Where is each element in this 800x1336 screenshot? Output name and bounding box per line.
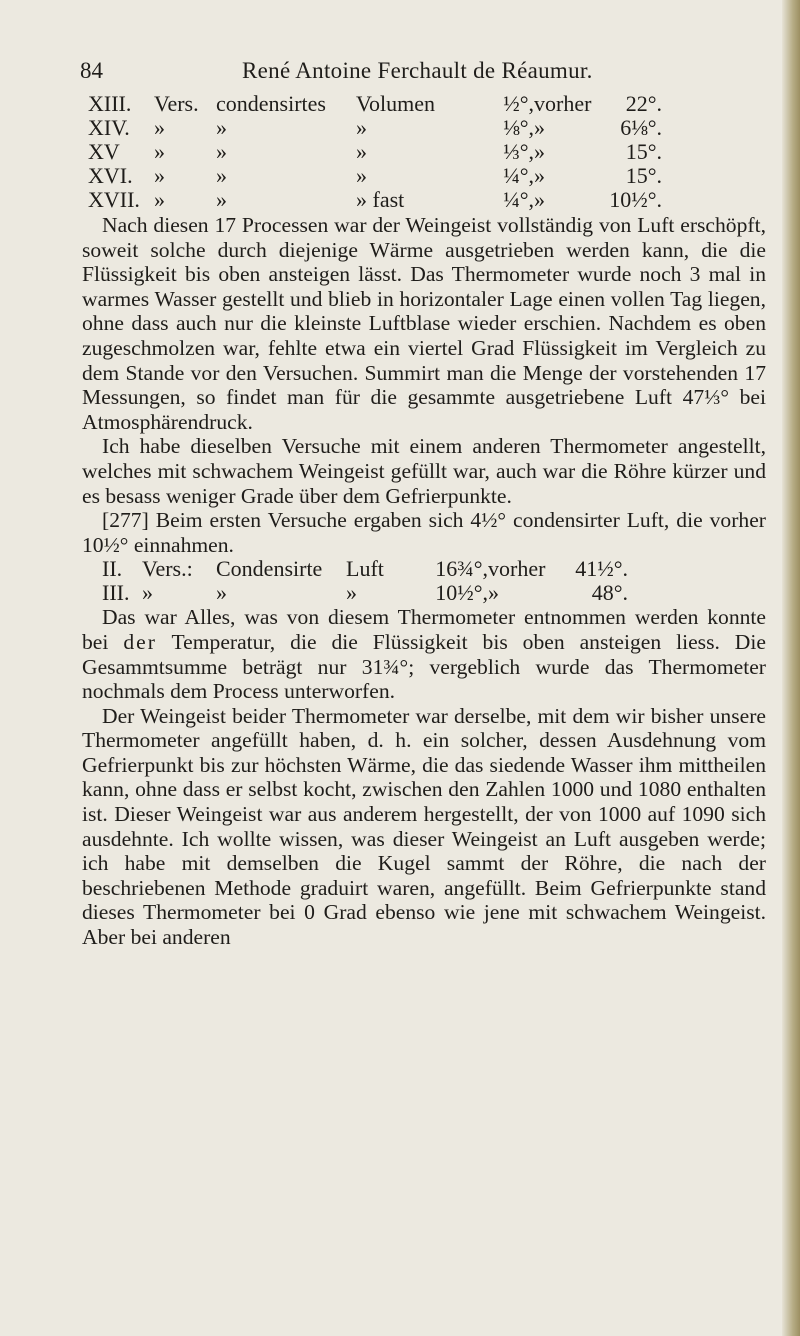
paragraph-4-text-a: Das war Alles, was von diesem Thermometer entnommen werden konnte bei (82, 605, 766, 654)
table-cell-vor: » (534, 139, 545, 164)
table-cell-cond: » (216, 139, 227, 164)
table-cell-num: XIII. (88, 91, 132, 116)
running-head: René Antoine Ferchault de Réaumur. (242, 58, 593, 83)
table-cell-vol: Luft (346, 556, 384, 582)
paragraph-4-emphasis: der (123, 629, 157, 654)
table-cell-vor: vorher (488, 556, 546, 582)
table-cell-vers: Vers.: (142, 556, 193, 582)
table-cell-cond: condensirtes (216, 91, 326, 116)
table-cell-cond: » (216, 163, 227, 188)
table-cell-vol: » (356, 115, 367, 140)
table-row (102, 581, 628, 605)
table-cell-prev: 22°. (625, 91, 662, 116)
measurement-table-1 (88, 92, 662, 212)
paragraph-5: Der Weingeist beider Thermometer war derselbe, mit dem wir bisher unsere Thermometer angefüllt haben, d. h. ein solcher, dessen Ausdehnung vom Gefrierpunkt bis zur höchsten Wärme, die das siedende Wasser ihm mittheilen kann, ohne dass er selbst kocht, zwischen den Zahlen 1000 und 1080 enthalten ist. Dieser Weingeist war aus anderem hergestellt, der von 1000 auf 1090 sich ausdehnte. Ich wollte wissen, was dieser Weingeist an Luft ausgeben werde; ich habe mit demselben die Kugel sammt der Röhre, die nach der beschriebenen Methode graduirt waren, angefüllt. Beim Gefrierpunkte stand dieses Thermometer bei 0 Grad ebenso wie jene mit schwachem Weingeist. Aber bei anderen (82, 703, 766, 950)
paragraph-1: Nach diesen 17 Processen war der Weingeist vollständig von Luft erschöpft, soweit solche durch diejenige Wärme ausgetrieben werden kann, die die Flüssigkeit bis oben ansteigen lässt. Das Thermometer wurde noch 3 mal in warmes Wasser gestellt und blieb in horizontaler Lage einen vollen Tag liegen, ohne dass auch nur die kleinste Luftblase wieder erschien. Nachdem es oben zugeschmolzen war, fehlte etwa ein viertel Grad Flüssigkeit im Vergleich zu dem Stande vor den Versuchen. Summirt man die Menge der vorstehenden 17 Messungen, so findet man für die gesammte ausgetriebene Luft 47⅓° bei Atmosphärendruck. (82, 213, 766, 434)
page-header (40, 58, 760, 88)
table-cell-vers: » (142, 580, 153, 606)
table-cell-vol: » (356, 139, 367, 164)
table-cell-vor: » (534, 163, 545, 188)
table-row (88, 116, 662, 140)
table-row (88, 92, 662, 116)
table-cell-val: ¼°, (503, 187, 534, 212)
table-cell-val: 10½°, (435, 580, 488, 606)
table-cell-num: XV (88, 139, 120, 164)
table-row (88, 188, 662, 212)
page-body (82, 92, 766, 950)
table-cell-val: 16¾°, (435, 556, 488, 582)
table-cell-vers: » (154, 139, 165, 164)
table-cell-vol: » (346, 580, 357, 606)
table-row (88, 164, 662, 188)
page-edge (782, 0, 800, 1336)
page-number: 84 (80, 58, 103, 83)
table-cell-vers: Vers. (154, 91, 199, 116)
table-cell-vol: » fast (356, 187, 405, 212)
table-cell-cond: » (216, 115, 227, 140)
table-cell-val: ¼°, (503, 163, 534, 188)
table-cell-cond: Condensirte (216, 556, 323, 582)
table-cell-num: XVI. (88, 163, 133, 188)
table-cell-vol: Volumen (356, 91, 436, 116)
table-cell-vor: vorher (534, 91, 592, 116)
paragraph-4-text-c: Temperatur, die die Flüssigkeit bis oben ansteigen liess. Die Gesammtsumme beträgt nur 31¾°; vergeblich wurde das Thermometer nochmals dem Process unterworfen. (82, 629, 766, 704)
table-cell-vor: » (534, 115, 545, 140)
table-cell-val: ⅛°, (503, 115, 534, 140)
paragraph-4 (82, 605, 766, 703)
table-cell-vers: » (154, 163, 165, 188)
table-cell-prev: 10½°. (609, 187, 662, 212)
table-cell-cond: » (216, 187, 227, 212)
table-cell-num: XIV. (88, 115, 130, 140)
table-cell-vers: » (154, 187, 165, 212)
table-cell-prev: 15°. (625, 163, 662, 188)
table-cell-vor: » (488, 580, 499, 606)
paragraph-3: [277] Beim ersten Versuche ergaben sich 4½° condensirter Luft, die vorher 10½° einnahmen. (82, 508, 766, 557)
table-row (102, 557, 628, 581)
table-cell-prev: 41½°. (575, 556, 628, 582)
table-cell-vol: » (356, 163, 367, 188)
table-cell-val: ⅓°, (503, 139, 534, 164)
table-cell-vers: » (154, 115, 165, 140)
table-cell-prev: 48°. (591, 580, 628, 606)
table-row (88, 140, 662, 164)
table-cell-cond: » (216, 580, 227, 606)
table-cell-prev: 15°. (625, 139, 662, 164)
table-cell-vor: » (534, 187, 545, 212)
table-cell-num: II. (102, 556, 123, 582)
table-cell-prev: 6⅛°. (620, 115, 662, 140)
measurement-table-2 (102, 557, 628, 605)
paragraph-2: Ich habe dieselben Versuche mit einem anderen Thermometer angestellt, welches mit schwachem Weingeist gefüllt war, auch war die Röhre kürzer und es besass weniger Grade über dem Gefrierpunkte. (82, 434, 766, 508)
table-cell-num: III. (102, 580, 130, 606)
table-cell-num: XVII. (88, 187, 140, 212)
table-cell-val: ½°, (503, 91, 534, 116)
